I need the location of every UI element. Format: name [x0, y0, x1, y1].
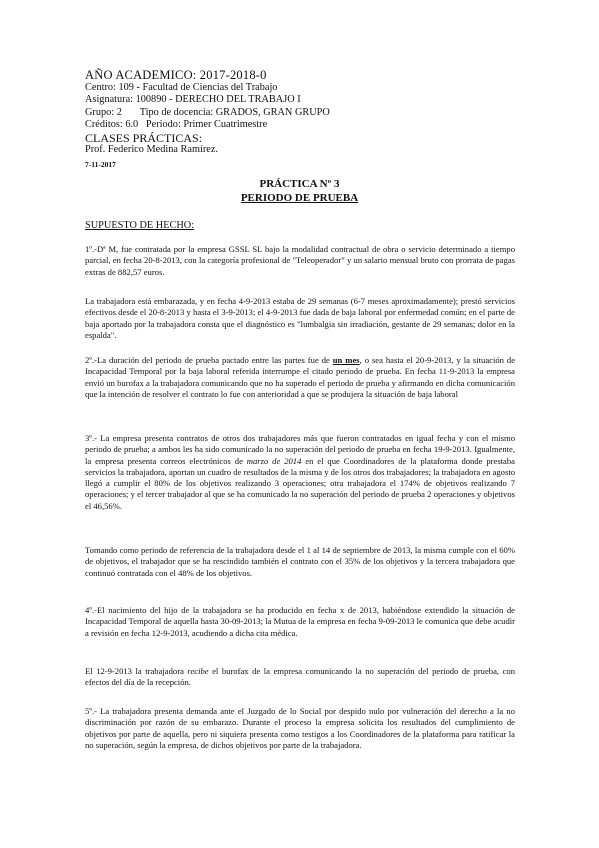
document-date: 7-11-2017 — [85, 159, 116, 169]
paragraph-7-text-c: el burofax de la empresa comunicando la no superación del periodo de prueba, con efectos del día de la recepción. — [85, 666, 515, 688]
paragraph-1: 1º.-Dª M, fue contratada por la empresa GSSL SL bajo la modalidad contractual de obra o servicio determinado a tiempo parcial, en fecha 20-8-2013, con la categoría profesional de "Teleoperador" y un salario mensual bruto con prorrata de pagas extras de 882,57 euros. — [85, 244, 515, 277]
paragraph-3-emphasis: un mes — [332, 355, 360, 365]
paragraph-4-text-c: en el que Coordinadores de la plataforma donde prestaba servicios la trabajadora, aportan un cuadro de resultados de la misma y de los otros dos trabajadores; la trabajadora en agosto llegó a cumplir el 80% de los objetivos realizando 3 operaciones; otra trabajadora el 174% de objetivos realizando 7 operaciones; y el tercer trabajador al que se ha comunicado la no superación del periodo de prueba 2 operaciones y objetivos el 46,56%. — [85, 455, 515, 511]
academic-year: AÑO ACADEMICO: 2017-2018-0 — [85, 68, 267, 82]
center-line: Centro: 109 - Facultad de Ciencias del Trabajo — [85, 81, 278, 93]
paragraph-6: 4º.-El nacimiento del hijo de la trabajadora se ha producido en fecha x de 2013, habiéndose extendido la situación de Incapacidad Temporal de aquella hasta 30-09-2013; la Mutua de la empresa en fecha 9-09-2013 le comunica que debe acudir a revisión en fecha 12-9-2013, acudiendo a dicha cita médica. — [85, 605, 515, 638]
paragraph-3-text-c: , o sea hasta el 20-9-2013, y la situación de Incapacidad Temporal por la baja laboral referida interrumpe el citado periodo de prueba. En fecha 11-9-2013 la empresa envió un burofax a la trabajadora comunicando que no ha superado el periodo de prueba y afirmando en dicha comunicación que la intención de resolver el contrato lo fue con anterioridad a que se produjera la situación de baja laboral — [85, 355, 516, 399]
paragraph-3 — [85, 355, 515, 400]
paragraph-3-text-a: 2º.-La duración del periodo de prueba pactado entre las partes fue de — [85, 355, 333, 365]
paragraph-7-text-a: El 12-9-2013 la trabajadora — [85, 666, 188, 676]
paragraph-4-text-a: 3º.- La empresa presenta contratos de otros dos trabajadores más que fueron contratados en igual fecha y con el mismo periodo de prueba; a ambos les ha sido comunicado la no superación del periodo de prueba en fecha 19-9-2013. Igualmente, la empresa presenta correos electrónicos de — [85, 433, 515, 466]
group-line: Grupo: 2 Tipo de docencia: GRADOS, GRAN GRUPO — [85, 106, 330, 118]
section-heading: SUPUESTO DE HECHO: — [85, 220, 195, 231]
professor-line: Prof. Federico Medina Ramírez. — [85, 144, 218, 155]
classes-line: CLASES PRÁCTICAS: — [85, 130, 203, 145]
subject-line: Asignatura: 100890 - DERECHO DEL TRABAJO I — [85, 94, 301, 105]
practice-title: PRÁCTICA Nº 3 — [259, 178, 340, 190]
paragraph-7 — [85, 666, 515, 689]
credits-line: Créditos: 6.0 Periodo: Primer Cuatrimestre — [85, 119, 268, 130]
paragraph-5: Tomando como periodo de referencia de la trabajadora desde el 1 al 14 de septiembre de 2013, la misma cumple con el 60% de objetivos, el trabajador que se ha rescindido también el contrato con el 35% de los objetivos y la tercera trabajadora que continuó contratada con el 48% de los objetivos. — [85, 545, 515, 578]
course-header — [85, 69, 525, 171]
paragraph-4-emphasis: marzo de 2014 — [246, 455, 302, 466]
paragraph-2: La trabajadora está embarazada, y en fecha 4-9-2013 estaba de 29 semanas (6-7 meses aproximadamente); prestó servicios efectivos desde el 20-8-2013 y hasta el 3-9-2013; el 4-9-2013 fue dada de baja laboral por enfermedad común; en el parte de baja aportado por la trabajadora consta que el diagnóstico es "lumbalgia sin irradiación, gestante de 29 semanas; dolor en la espalda". — [85, 296, 515, 340]
paragraph-8: 5º.- La trabajadora presenta demanda ante el Juzgado de lo Social por despido nulo por vulneración del derecho a la no discriminación por razón de su embarazo. Durante el proceso la empresa solicita los resultados del cumplimiento de objetivos por parte de aquella, pero ni siquiera presenta como testigos a los Coordinadores de la plataforma para ratificar la no superación, según la empresa, de dichos objetivos por parte de la trabajadora. — [85, 706, 515, 750]
paragraph-7-emphasis: recibe — [187, 666, 209, 676]
paragraph-4 — [85, 433, 515, 512]
practice-topic: PERIODO DE PRUEBA — [240, 192, 359, 204]
